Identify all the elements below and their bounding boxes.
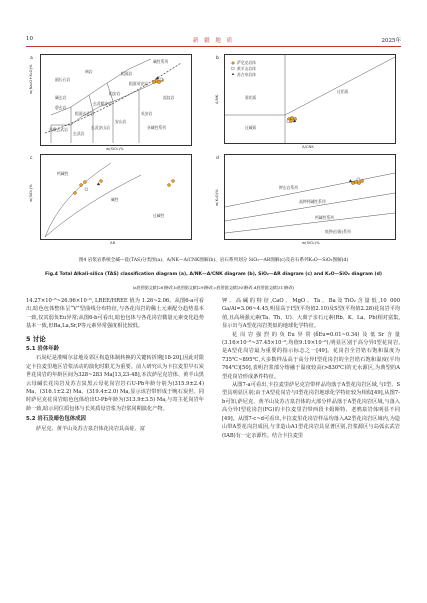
field-foidite: 副长石岩: [55, 77, 71, 82]
paragraph: 萨尼克、黄羊山及苏吉泉岩体花岗岩具高硅、富: [36, 425, 145, 432]
header-rule: [26, 46, 401, 47]
panel-d-xlabel: w(SiO₂)%: [302, 240, 320, 245]
field-phonolite: 响岩: [85, 69, 93, 74]
field-peralkaline: 过碱质: [245, 125, 257, 130]
paragraph: 石炭纪是准噶尔盆地及邻区构造体制转换的关键转折期[18-20],因此对限定卡拉麦里地区岩浆活动的演化时限尤为重要。前人研究认为卡拉麦里早石炭世花岗岩的年龄区间为328~283 Ma[13,23-48],本次萨尼克岩体、黄羊山黑云母碱长花岗岩及苏吉泉黑云母花岗岩岩石U-Pb年龄分别为(315.9±2.4) Ma、(316.1±2.2) Ma、(319.4±2.0) Ma,显示该岩带形成于晚石炭世。同时萨尼克花岗岩暗色包体给出U-Pb年龄为(313.9±3.5) Ma,与寄主花岗岩年龄一致,暗示同位质包体与长英质母岩浆为岩浆同期演化产物。: [26, 355, 204, 412]
panel-c-ar: [40, 154, 192, 240]
figure-caption-source: (a底图据文献[28]修改,b底图据文献[29]修改,c底图据文献[30]修改,d底图据文献[31]修改): [132, 285, 295, 290]
panel-d-k2o: [224, 154, 396, 240]
figure-caption-chinese: 图4 岩浆岩系统全碱—硅(TAS)分类图(a)、A/NK—A/CNK图解(b)、岩石系列划分 SiO₂—AR图解(c)及岩石系列K₂O—SiO₂图解(d): [78, 258, 349, 263]
field-andesite: 安山岩: [115, 119, 127, 124]
k2o-diagram: [225, 155, 395, 239]
paragraph: 14.27×10⁻⁶~26.96×10⁻⁶, LREE/HREE 值为 1.26~2.06。从图6-a可看出,暗色包体整体呈“V”型曲线分布特征,与各花岗岩的稀土元素配分趋势基本一致,仅其弱负Eu异常;从图6-b可看出,暗色包体与各花岗岩微量元素变化趋势基本一致,但Ba,La,Sr,P等元素异常强度相比较低。: [26, 298, 204, 330]
field-trachybasalt: 粗面玄武岩: [75, 111, 94, 116]
panel-b-ylabel: A/NK: [214, 94, 219, 104]
issue-year: 2025年: [381, 38, 401, 44]
page-header: [26, 36, 401, 46]
series-subalkaline: 亚碱性系列: [147, 125, 166, 130]
figure-caption-english: Fig.4 Total Alkali-silica (TAS) classification diagram (a), A/NK—A/CNK diagram (b), SiO₂—AR diagram (c) and K₂O—SiO₂ diagram (d): [45, 272, 382, 277]
section-heading-discussion: 5 讨论: [26, 334, 46, 343]
panel-c-xlabel: AR: [110, 240, 116, 245]
subsection-heading-petrogenesis: 5.2 岩石及暗色包体成因: [26, 416, 86, 423]
field-peraluminous: 过铝质: [337, 89, 349, 94]
field-trachyandesite: 粗安岩: [109, 91, 121, 96]
field-tephrite: 碱玄岩: [55, 95, 67, 100]
panel-b-label: b: [216, 56, 219, 61]
legend-sujiquan: 苏吉泉岩体: [237, 72, 256, 77]
figure-4: [26, 50, 402, 250]
panel-c-ylabel: w(SiO₂)%: [28, 184, 33, 202]
panel-a-xlabel: w(SiO₂)%: [106, 146, 124, 151]
field-dacite: 英安岩: [141, 111, 153, 116]
paragraph: 钾、高碱的特征,CaO、MgO、Ta、Ba及TiO₂含量低,10 000 Ga/Al=3.06~4.45,明显高于I型(平均值2.10)及S型(平均值2.28)花岗岩平均值,且高场强元素(Ta、Th、U)、大离子亲石元素(Rb、K、La、Pb)相对富集,显示出与A型花岗岩类似的地球化学特征。: [222, 298, 401, 330]
field-basaltic-andesite: 玄武安山岩: [91, 125, 110, 130]
field-basaltic-trachyandesite: 玄武粗安岩: [93, 101, 112, 106]
legend-huangyangshan: 黄羊山岩体: [237, 66, 256, 71]
panel-b-acnk: [224, 54, 396, 144]
right-column: [222, 297, 400, 440]
field-calc-alkaline: 钙碱性: [57, 171, 69, 176]
panel-d-ylabel: w(K₂O)%: [214, 189, 219, 206]
field-picrobasalt: 苦橄玄武岩: [49, 127, 68, 132]
paragraph: 花岗岩强烈的负Eu异常(δEu=0.01~0.34)及低Sr含量(3.16×10⁻⁶~37.45×10⁻⁶,均值9.19×10⁻⁶),明显区别于高分异I型花岗岩,是A型花岗岩最为重要的指示标志之一[49]。花岗岩全岩锆石饱和温度为735℃~895℃,大多数样品高于高分异I型花岗岩的全岩锆石饱和温度(平均764℃)[50],表明岩浆部分熔融于温度较高(>830℃)的无水源区,为典型的A型花岗岩形成条件特征。: [222, 331, 400, 380]
left-column: [26, 297, 204, 433]
panel-a-label: a: [30, 56, 33, 61]
field-basalt: 玄武岩: [73, 131, 85, 136]
panel-c-label: c: [30, 156, 33, 161]
field-metaluminous: 准铝质: [245, 95, 257, 100]
legend-sanike: 萨尼克岩体: [237, 60, 256, 65]
field-alkaline: 碱性: [111, 197, 119, 202]
page-number: 10: [26, 36, 33, 42]
field-trachyte: 粗面岩: [121, 71, 133, 76]
field-trachydacite: 粗面英安岩: [129, 81, 148, 86]
panel-b-xlabel: A/CNK: [302, 144, 314, 149]
field-basanite: 碧玄岩: [55, 105, 67, 110]
series-low-k-tholeiite: 低钾(拉斑)系列: [325, 229, 351, 234]
field-peralkaline-c: 过碱性: [153, 213, 165, 218]
panel-a-ylabel: w(Na₂O+K₂O)%: [28, 64, 33, 94]
series-alkaline: 碱性系列: [153, 59, 169, 64]
series-high-k-calc-alkaline: 高钾钙碱性系列: [299, 199, 326, 204]
series-shoshonite: 钾玄岩系列: [279, 185, 298, 190]
subsection-heading-age: 5.1 岩体年龄: [26, 346, 59, 353]
paragraph: 从图7-a可看出,卡拉麦里萨尼克岩带样品均落于A型花岗岩区域,与I型、S型具明显区别;由于A型花岗岩与I型花岗岩地球化学特征较为相似[49],从图7-b可知,萨尼克、黄羊山及苏吉泉岩体的大部分样品落于A型花岗岩区域,与落入高分异I型花岗岩(FG)的卡拉麦里岩带西段卡姆斯特、老鸦泉岩体明显不同[49]。从图7-c~d可看出,卡拉麦里花岗岩样品均落入A2型花岗岩区域内,为造山带A型花岗岩成因,与非造山A1型花岗岩具显著区别,岩浆源区与岛弧玄武岩(IAB)有一定亲源性。结合卡拉麦里: [222, 382, 400, 439]
field-rhyolite: 流纹岩: [163, 95, 175, 100]
panel-a-tas: [40, 54, 192, 146]
panel-d-label: d: [216, 156, 219, 161]
journal-title: 新 疆 地 质: [192, 38, 235, 44]
series-calc-alkaline: 钙碱性系列: [315, 215, 334, 220]
